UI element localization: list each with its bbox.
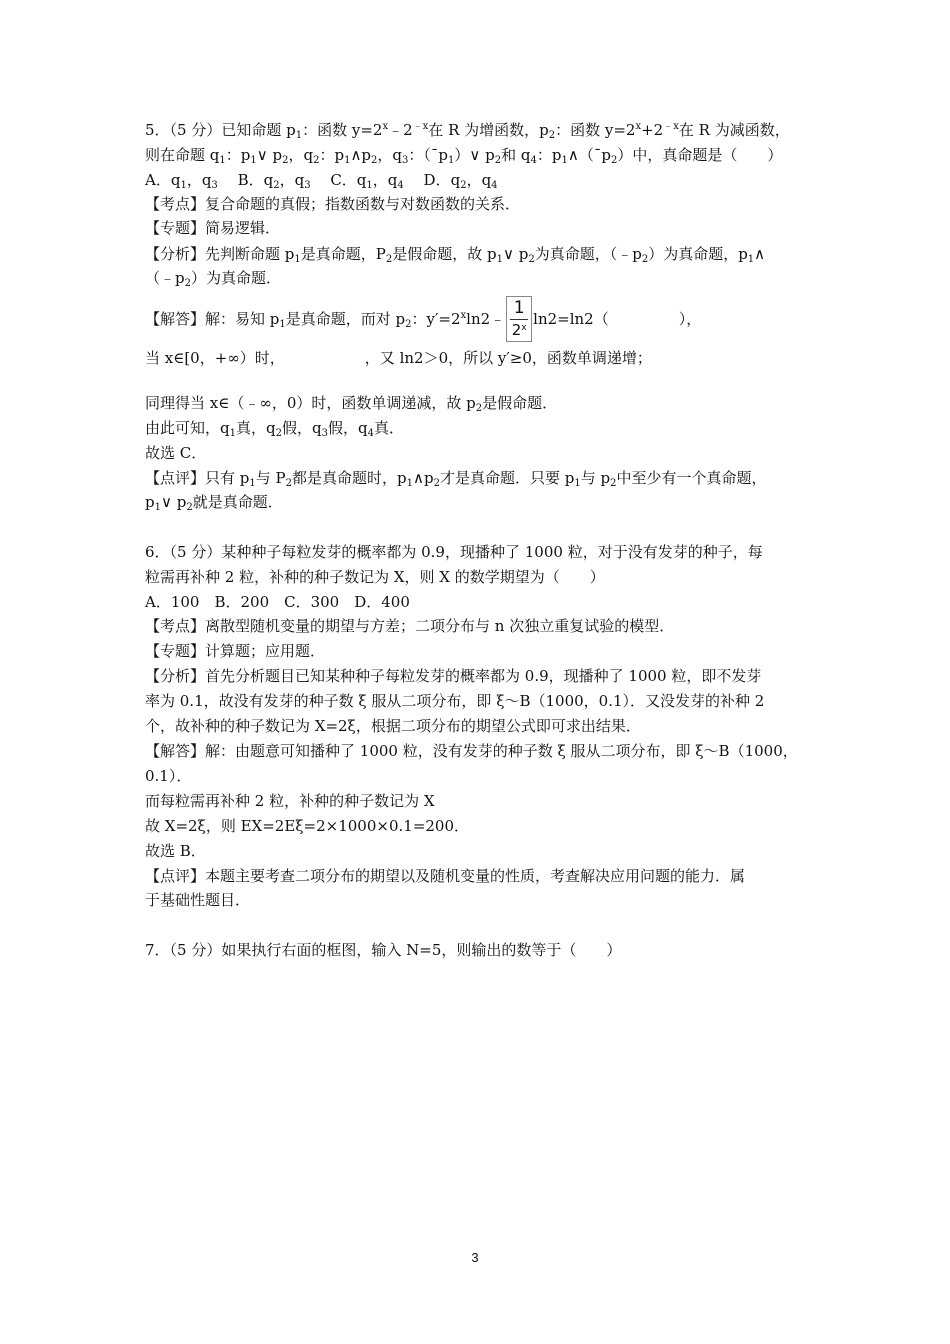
q6-answer: 故选 B． — [145, 842, 206, 860]
q6-key-point: 【考点】离散型随机变量的期望与方差；二项分布与 n 次独立重复试验的模型． — [145, 617, 675, 635]
q6-stem-line-1: 6．（5 分）某种种子每粒发芽的概率都为 0.9，现播种了 1000 粒，对于没有发芽的种子，每 — [145, 543, 763, 561]
q6-comment-line-2: 于基础性题目． — [145, 891, 251, 909]
page-number: 3 — [471, 1250, 479, 1265]
q6-stem-line-2: 粒需再补种 2 粒，补种的种子数记为 X，则 X 的数学期望为（ ） — [145, 568, 605, 586]
q5-comment-line-2: $p_1\vee$ $p_2$就是真命题． — [145, 493, 283, 513]
q5-analysis-line-2: $(﹣p_2)$为真命题． — [145, 269, 281, 289]
q6-solution-line-3: 而每粒需再补种 2 粒，补种的种子数记为 X — [145, 792, 435, 810]
q5-key-point: 【考点】复合命题的真假；指数函数与对数函数的关系． — [145, 195, 521, 213]
q6-analysis-line-3: 个，故补种的种子数记为 X=2ξ，根据二项分布的期望公式即可求出结果． — [145, 717, 641, 735]
fraction-image: $\frac{1}{2^x}$ — [506, 296, 532, 342]
q5-answer: 故选 C． — [145, 444, 207, 462]
q6-analysis-line-1: 【分析】首先分析题目已知某种种子每粒发芽的概率都为 0.9，现播种了 1000 粒，即不发芽 — [145, 667, 762, 685]
q6-solution-line-4: 故 X=2ξ，则 EX=2Eξ=2×1000×0.1=200． — [145, 817, 470, 835]
q7-stem-line-1: 7．（5 分）如果执行右面的框图，输入 N=5，则输出的数等于（ ） — [145, 941, 622, 959]
q5-solution-line-4: 由此可知，$q_1$真，$q_2$假，$q_3$假，$q_4$真． — [145, 419, 404, 439]
q6-comment-line-1: 【点评】本题主要考查二项分布的期望以及随机变量的性质，考查解决应用问题的能力．属 — [145, 867, 746, 885]
q6-topic: 【专题】计算题；应用题． — [145, 642, 326, 660]
q6-solution-line-1: 【解答】解：由题意可知播种了 1000 粒，没有发芽的种子数 ξ 服从二项分布，即 ξ～B（1000， — [145, 742, 798, 760]
q5-stem-line-1: 5．（5 分）已知命题 $p_1$：函数 $y=2^x﹣2^{﹣x}$在 R 为增函数，$p_2$：函数 $y=2^x+2^{﹣x}$在 R 为减函数， — [145, 121, 790, 141]
q6-options: A．100 B．200 C．300 D．400 — [145, 593, 410, 611]
q5-solution-line-2: 当 x∈[0，+∞）时， ，又 ln2＞0，所以 y′≥0，函数单调递增； — [145, 349, 652, 367]
q5-topic: 【专题】简易逻辑． — [145, 219, 281, 237]
q5-options: A．$q_1$，$q_3$ B．$q_2$，$q_3$ C．$q_1$，$q_4$ D．$q_2$，$q_4$ — [145, 171, 498, 191]
q5-solution-line-3: 同理得当 x∈（﹣∞，0）时，函数单调递减，故 $p_2$是假命题． — [145, 394, 558, 414]
q6-solution-line-2: 0.1）． — [145, 767, 192, 785]
q5-analysis-line-1: 【分析】先判断命题 $p_1$是真命题，$P_2$是假命题，故 $p_1\vee$ $p_2$为真命题，$(﹣p_2)$为真命题，$p_1\wedge$ — [145, 245, 766, 265]
q5-solution-line-1: 【解答】解：易知 $p_1$是真命题，而对 $p_2$：$y'=2^x\ln 2﹣$ $\frac{1}{2^x}$ ln2=ln2（ ）， — [145, 296, 701, 342]
q5-stem-line-2: 则在命题 $q_1$：$p_1\vee$ $p_2$，$q_2$：$p_1\wedge p_2$，$q_3$：$(¯p_1)\vee$ $p_2$和 $q_4$：$p_1\wedge(¯p_2)$中，真命题是（ ） — [145, 146, 783, 166]
q5-comment-line-1: 【点评】只有 $p_1$与 $P_2$都是真命题时，$p_1\wedge p_2$才是真命题．只要 $p_1$与 $p_2$中至少有一个真命题， — [145, 469, 767, 489]
q6-analysis-line-2: 率为 0.1，故没有发芽的种子数 ξ 服从二项分布，即 ξ～B（1000，0.1）．又没发芽的补种 2 — [145, 692, 765, 710]
